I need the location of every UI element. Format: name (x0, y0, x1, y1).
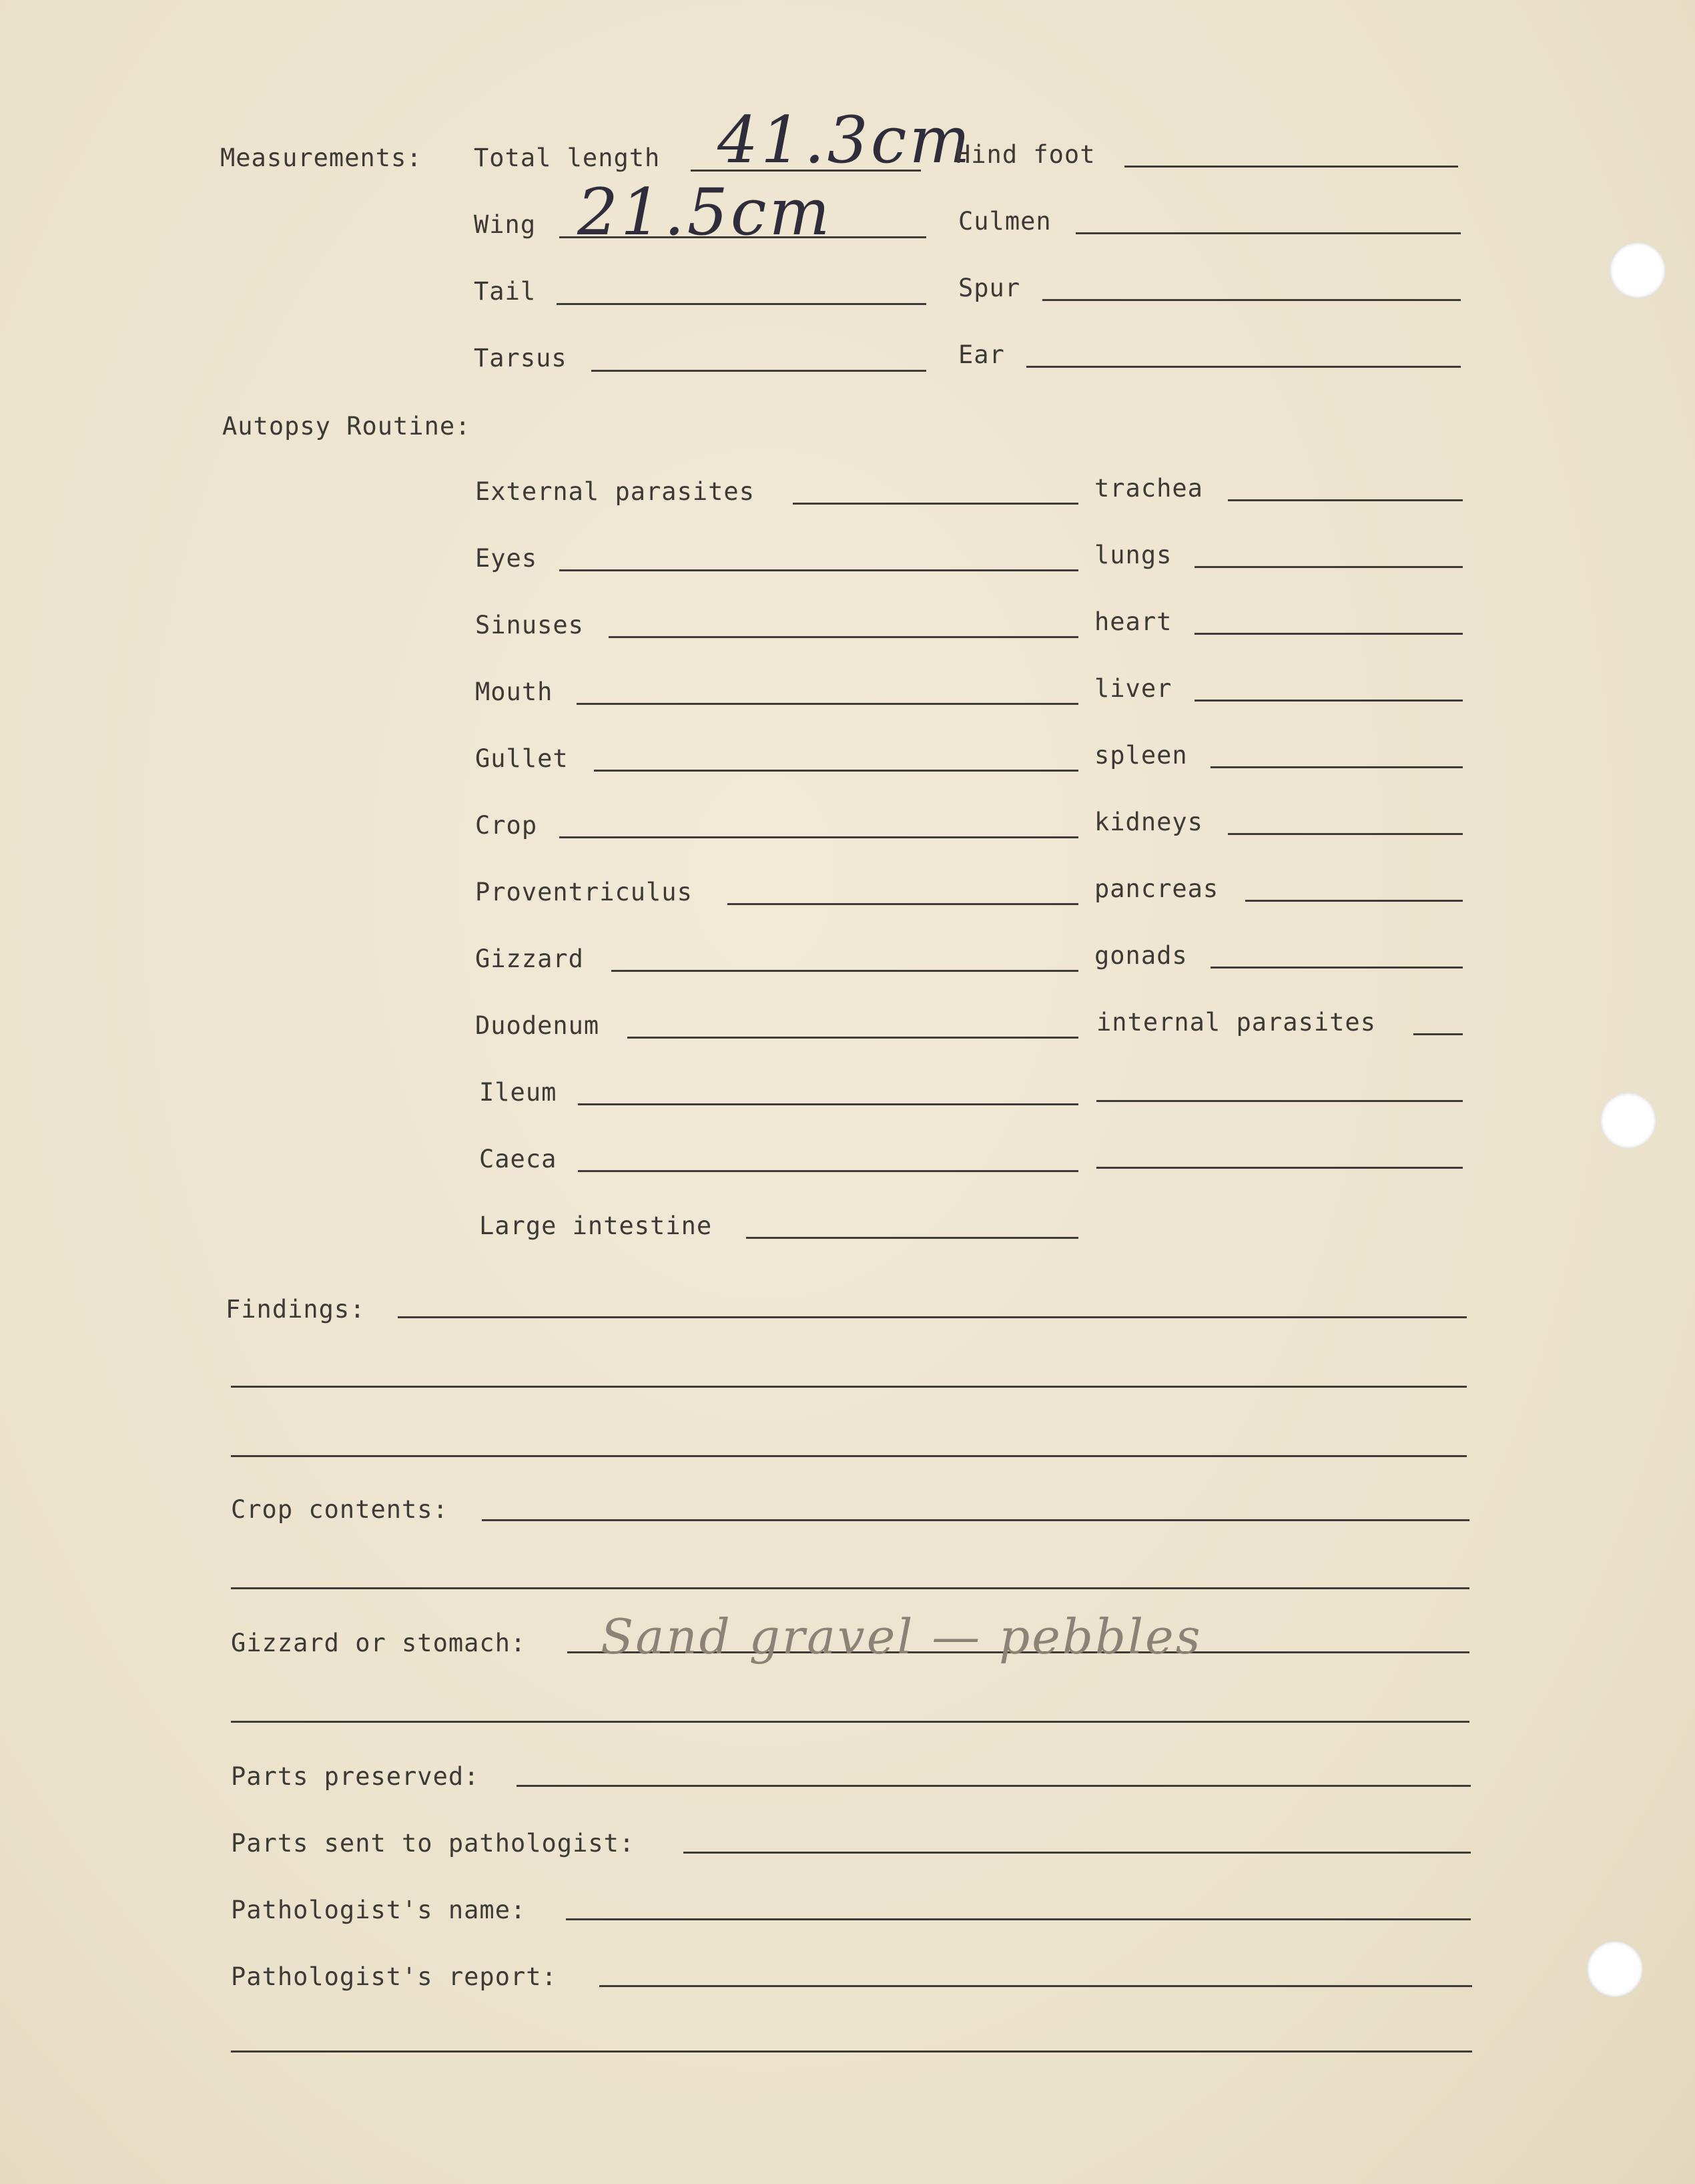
gullet-field[interactable] (594, 770, 1078, 772)
findings-field-1[interactable] (398, 1316, 1467, 1318)
total-length-value: 41.3cm (717, 103, 973, 178)
heart-field[interactable] (1195, 633, 1463, 635)
punch-hole-bottom (1587, 1941, 1643, 1997)
tail-label: Tail (474, 277, 537, 306)
spur-label: Spur (958, 274, 1021, 302)
pathologist-report-label: Pathologist's report: (231, 1962, 557, 1991)
kidneys-field[interactable] (1228, 833, 1463, 835)
gonads-label: gonads (1094, 941, 1188, 970)
gizzard-stomach-field-2[interactable] (231, 1721, 1469, 1723)
culmen-field[interactable] (1076, 232, 1461, 234)
lungs-field[interactable] (1195, 566, 1463, 568)
parts-sent-label: Parts sent to pathologist: (231, 1829, 635, 1858)
extra-right-field-1[interactable] (1096, 1100, 1463, 1102)
crop-contents-field-2[interactable] (231, 1587, 1469, 1589)
mouth-field[interactable] (577, 703, 1078, 705)
sinuses-field[interactable] (609, 636, 1078, 638)
liver-label: liver (1094, 674, 1172, 703)
ileum-label: Ileum (479, 1078, 557, 1107)
duodenum-field[interactable] (627, 1037, 1078, 1039)
tail-field[interactable] (557, 303, 926, 305)
internal-parasites-label: internal parasites (1096, 1008, 1376, 1037)
total-length-label: Total length (474, 144, 661, 172)
internal-parasites-field[interactable] (1413, 1033, 1463, 1035)
eyes-field[interactable] (559, 569, 1078, 571)
crop-contents-field-1[interactable] (482, 1519, 1469, 1521)
hind-foot-field[interactable] (1124, 166, 1458, 168)
gonads-field[interactable] (1211, 967, 1463, 969)
pathologist-name-label: Pathologist's name: (231, 1896, 527, 1924)
lungs-label: lungs (1094, 541, 1172, 569)
findings-field-2[interactable] (231, 1386, 1467, 1388)
hind-foot-label: Hind foot (956, 140, 1096, 169)
pancreas-label: pancreas (1094, 874, 1219, 903)
external-parasites-field[interactable] (793, 503, 1078, 505)
spur-field[interactable] (1042, 299, 1461, 301)
extra-right-field-2[interactable] (1096, 1167, 1463, 1169)
autopsy-heading: Autopsy Routine: (222, 412, 471, 441)
findings-field-3[interactable] (231, 1455, 1467, 1457)
gullet-label: Gullet (475, 744, 569, 773)
gizzard-stomach-value: Sand gravel — pebbles (601, 1609, 1203, 1665)
gizzard-field[interactable] (611, 970, 1078, 972)
pathologist-report-field-1[interactable] (599, 1985, 1472, 1987)
wing-label: Wing (474, 210, 537, 239)
kidneys-label: kidneys (1094, 808, 1203, 836)
culmen-label: Culmen (958, 207, 1052, 236)
crop-label: Crop (475, 811, 538, 840)
wing-value: 21.5cm (577, 175, 833, 250)
punch-hole-middle (1600, 1093, 1656, 1149)
proventriculus-field[interactable] (727, 903, 1078, 905)
ear-label: Ear (958, 340, 1005, 369)
gizzard-label: Gizzard (475, 944, 584, 973)
tarsus-label: Tarsus (474, 344, 567, 372)
duodenum-label: Duodenum (475, 1011, 600, 1040)
pathologist-name-field[interactable] (566, 1918, 1471, 1920)
large-intestine-field[interactable] (746, 1237, 1078, 1239)
gizzard-stomach-label: Gizzard or stomach: (231, 1629, 527, 1657)
ileum-field[interactable] (578, 1103, 1078, 1105)
proventriculus-label: Proventriculus (475, 878, 693, 906)
punch-hole-top (1610, 242, 1666, 298)
spleen-label: spleen (1094, 741, 1188, 770)
measurements-heading: Measurements: (220, 144, 422, 172)
trachea-field[interactable] (1228, 499, 1463, 501)
tarsus-field[interactable] (591, 370, 926, 372)
external-parasites-label: External parasites (475, 477, 755, 506)
spleen-field[interactable] (1211, 766, 1463, 768)
large-intestine-label: Large intestine (479, 1211, 713, 1240)
caeca-field[interactable] (578, 1170, 1078, 1172)
crop-contents-label: Crop contents: (231, 1495, 448, 1524)
parts-sent-field[interactable] (683, 1852, 1471, 1854)
sinuses-label: Sinuses (475, 611, 584, 639)
heart-label: heart (1094, 607, 1172, 636)
findings-label: Findings: (226, 1295, 366, 1324)
pathologist-report-field-2[interactable] (231, 2051, 1472, 2053)
ear-field[interactable] (1026, 366, 1461, 368)
liver-field[interactable] (1195, 700, 1463, 702)
caeca-label: Caeca (479, 1145, 557, 1173)
mouth-label: Mouth (475, 677, 553, 706)
eyes-label: Eyes (475, 544, 538, 573)
parts-preserved-label: Parts preserved: (231, 1762, 480, 1791)
crop-field[interactable] (559, 836, 1078, 838)
pancreas-field[interactable] (1245, 900, 1463, 902)
trachea-label: trachea (1094, 474, 1203, 503)
parts-preserved-field[interactable] (517, 1785, 1471, 1787)
